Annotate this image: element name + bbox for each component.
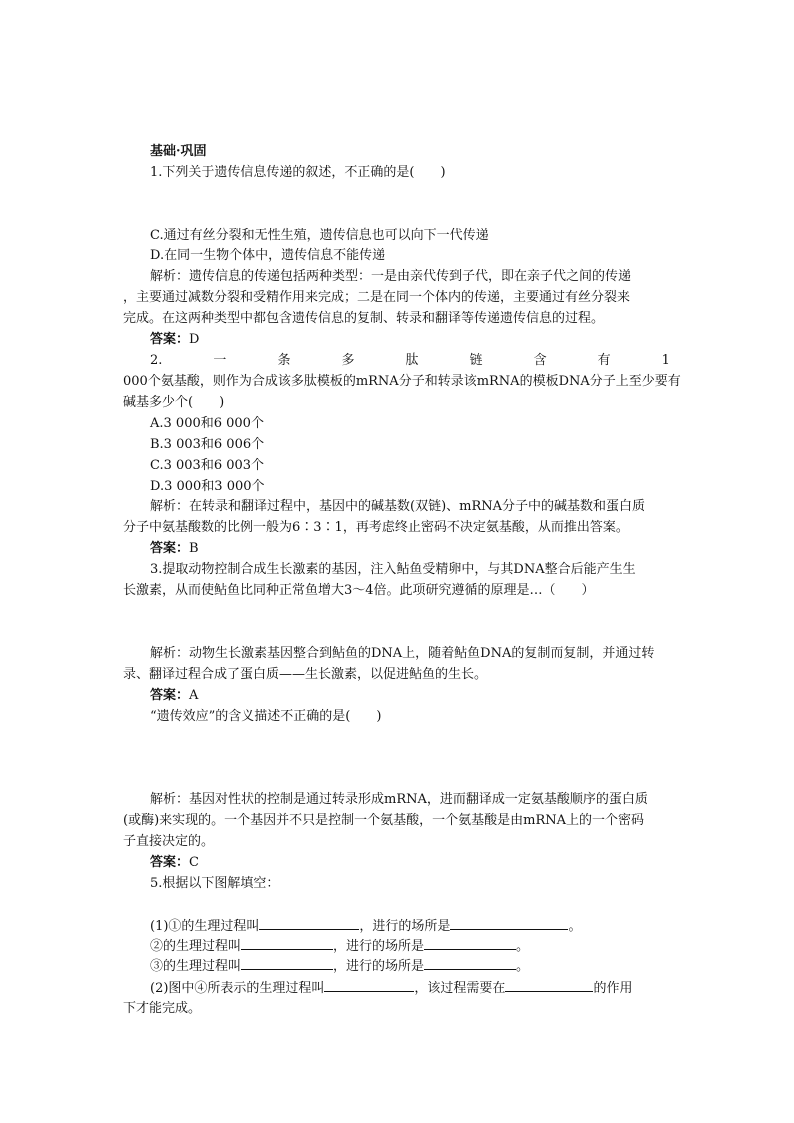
- q2-stem-part: 2.: [150, 353, 163, 368]
- q3-answer: [150, 687, 198, 705]
- q2-answer: [150, 540, 199, 558]
- q2-stem-part: 含: [533, 353, 547, 368]
- q1-analysis-line-1: 解析：遗传信息的传递包括两种类型：一是由亲代传到子代，即在亲子代之间的传递: [150, 269, 632, 284]
- q2-analysis-line-1: 解析：在转录和翻译过程中，基因中的碱基数(双链)、mRNA分子中的碱基数和蛋白质: [150, 499, 646, 514]
- fill-blank[interactable]: [324, 979, 414, 992]
- answer-label: 答案：: [150, 332, 190, 347]
- q5-l2-mid: ，进行的场所是: [333, 939, 425, 954]
- answer-value: B: [189, 541, 199, 556]
- q4-analysis-line-3: 子直接决定的。: [123, 834, 215, 849]
- q5-l1-prefix: (1)①的生理过程叫: [150, 919, 260, 934]
- q3-analysis-line-2: 录、翻译过程合成了蛋白质——生长激素，以促进鲇鱼的生长。: [123, 667, 488, 682]
- q5-l1-mid: ，进行的场所是: [359, 919, 451, 934]
- fill-blank[interactable]: [424, 937, 516, 950]
- q1-stem: 1.下列关于遗传信息传递的叙述，不正确的是( ): [150, 165, 446, 180]
- fill-blank[interactable]: [241, 957, 333, 970]
- fill-blank[interactable]: [424, 957, 516, 970]
- fill-blank[interactable]: [259, 917, 359, 930]
- q5-l3-prefix: ③的生理过程叫: [150, 959, 242, 974]
- q1-answer: [150, 331, 199, 349]
- q2-stem-line-2: 000个氨基酸，则作为合成该多肽模板的mRNA分子和转录该mRNA的模板DNA分子上至少要有: [123, 374, 681, 389]
- q4-analysis-line-1: 解析：基因对性状的控制是通过转录形成mRNA，进而翻译成一定氨基酸顺序的蛋白质: [150, 792, 648, 807]
- answer-value: D: [189, 332, 200, 347]
- q3-analysis-line-1: 解析：动物生长激素基因整合到鲇鱼的DNA上，随着鲇鱼DNA的复制而复制，并通过转: [150, 646, 655, 661]
- q5-line-5: 下才能完成。: [123, 1001, 202, 1016]
- fill-blank[interactable]: [450, 917, 568, 930]
- q5-l4-prefix: (2)图中④所表示的生理过程叫: [150, 981, 325, 996]
- q2-stem-line-3: 碱基多少个( ): [123, 395, 225, 410]
- q4-answer: [150, 854, 199, 872]
- q2-stem-part: 肽: [405, 353, 419, 368]
- q3-stem-line-1: 3.提取动物控制合成生长激素的基因，注入鲇鱼受精卵中，与其DNA整合后能产生生: [150, 562, 636, 577]
- q5-l3-end: 。: [516, 959, 530, 974]
- q5-l1-end: 。: [568, 919, 582, 934]
- q1-analysis-line-3: 完成。在这两种类型中都包含遗传信息的复制、转录和翻译等传递遗传信息的过程。: [123, 311, 605, 326]
- q2-option-d: D.3 000和3 000个: [150, 479, 265, 494]
- q5-l4-mid: ，该过程需要在: [414, 981, 506, 996]
- section-title: 基础·巩固: [150, 144, 207, 159]
- q2-option-a: A.3 000和6 000个: [150, 416, 264, 431]
- fill-blank[interactable]: [241, 937, 333, 950]
- q1-option-d: D.在同一生物个体中，遗传信息不能传递: [150, 248, 386, 263]
- q5-l2-end: 。: [516, 939, 530, 954]
- q5-line-1: [150, 917, 581, 936]
- q5-l4-end: 的作用: [593, 981, 633, 996]
- answer-label: 答案：: [150, 855, 190, 870]
- q4-stem: “遗传效应”的含义描述不正确的是( ): [150, 709, 382, 724]
- answer-label: 答案：: [150, 541, 190, 556]
- q4-analysis-line-2: (或酶)来实现的。一个基因并不只是控制一个氨基酸，一个氨基酸是由mRNA上的一个密码: [123, 813, 645, 828]
- q2-stem-part: 条: [277, 353, 291, 368]
- answer-value: C: [189, 855, 199, 870]
- q3-stem-line-2: 长激素，从而使鲇鱼比同种正常鱼增大3～4倍。此项研究遵循的原理是…（ ）: [123, 583, 595, 598]
- q2-stem-part: 有: [597, 353, 611, 368]
- q5-l2-prefix: ②的生理过程叫: [150, 939, 242, 954]
- q5-line-4: [150, 979, 632, 998]
- q2-stem-line-1: [150, 352, 670, 370]
- q5-l3-mid: ，进行的场所是: [333, 959, 425, 974]
- q5-line-2: [150, 937, 529, 956]
- q2-stem-part: 多: [341, 353, 355, 368]
- q2-option-c: C.3 003和6 003个: [150, 458, 265, 473]
- q2-option-b: B.3 003和6 006个: [150, 437, 265, 452]
- q2-stem-part: 一: [213, 353, 227, 368]
- answer-label: 答案：: [150, 688, 190, 703]
- q5-line-3: [150, 957, 529, 976]
- q1-option-c: C.通过有丝分裂和无性生殖，遗传信息也可以向下一代传递: [150, 228, 489, 243]
- q2-analysis-line-2: 分子中氨基酸数的比例一般为6∶3∶1，再考虑终止密码不决定氨基酸，从而推出答案。: [123, 520, 629, 535]
- q1-analysis-line-2: ，主要通过减数分裂和受精作用来完成；二是在同一个体内的传递，主要通过有丝分裂来: [123, 290, 631, 305]
- q5-stem: 5.根据以下图解填空：: [150, 876, 280, 891]
- fill-blank[interactable]: [505, 979, 593, 992]
- q2-stem-part: 链: [469, 353, 483, 368]
- q2-stem-part: 1: [661, 353, 670, 368]
- answer-value: A: [189, 688, 199, 703]
